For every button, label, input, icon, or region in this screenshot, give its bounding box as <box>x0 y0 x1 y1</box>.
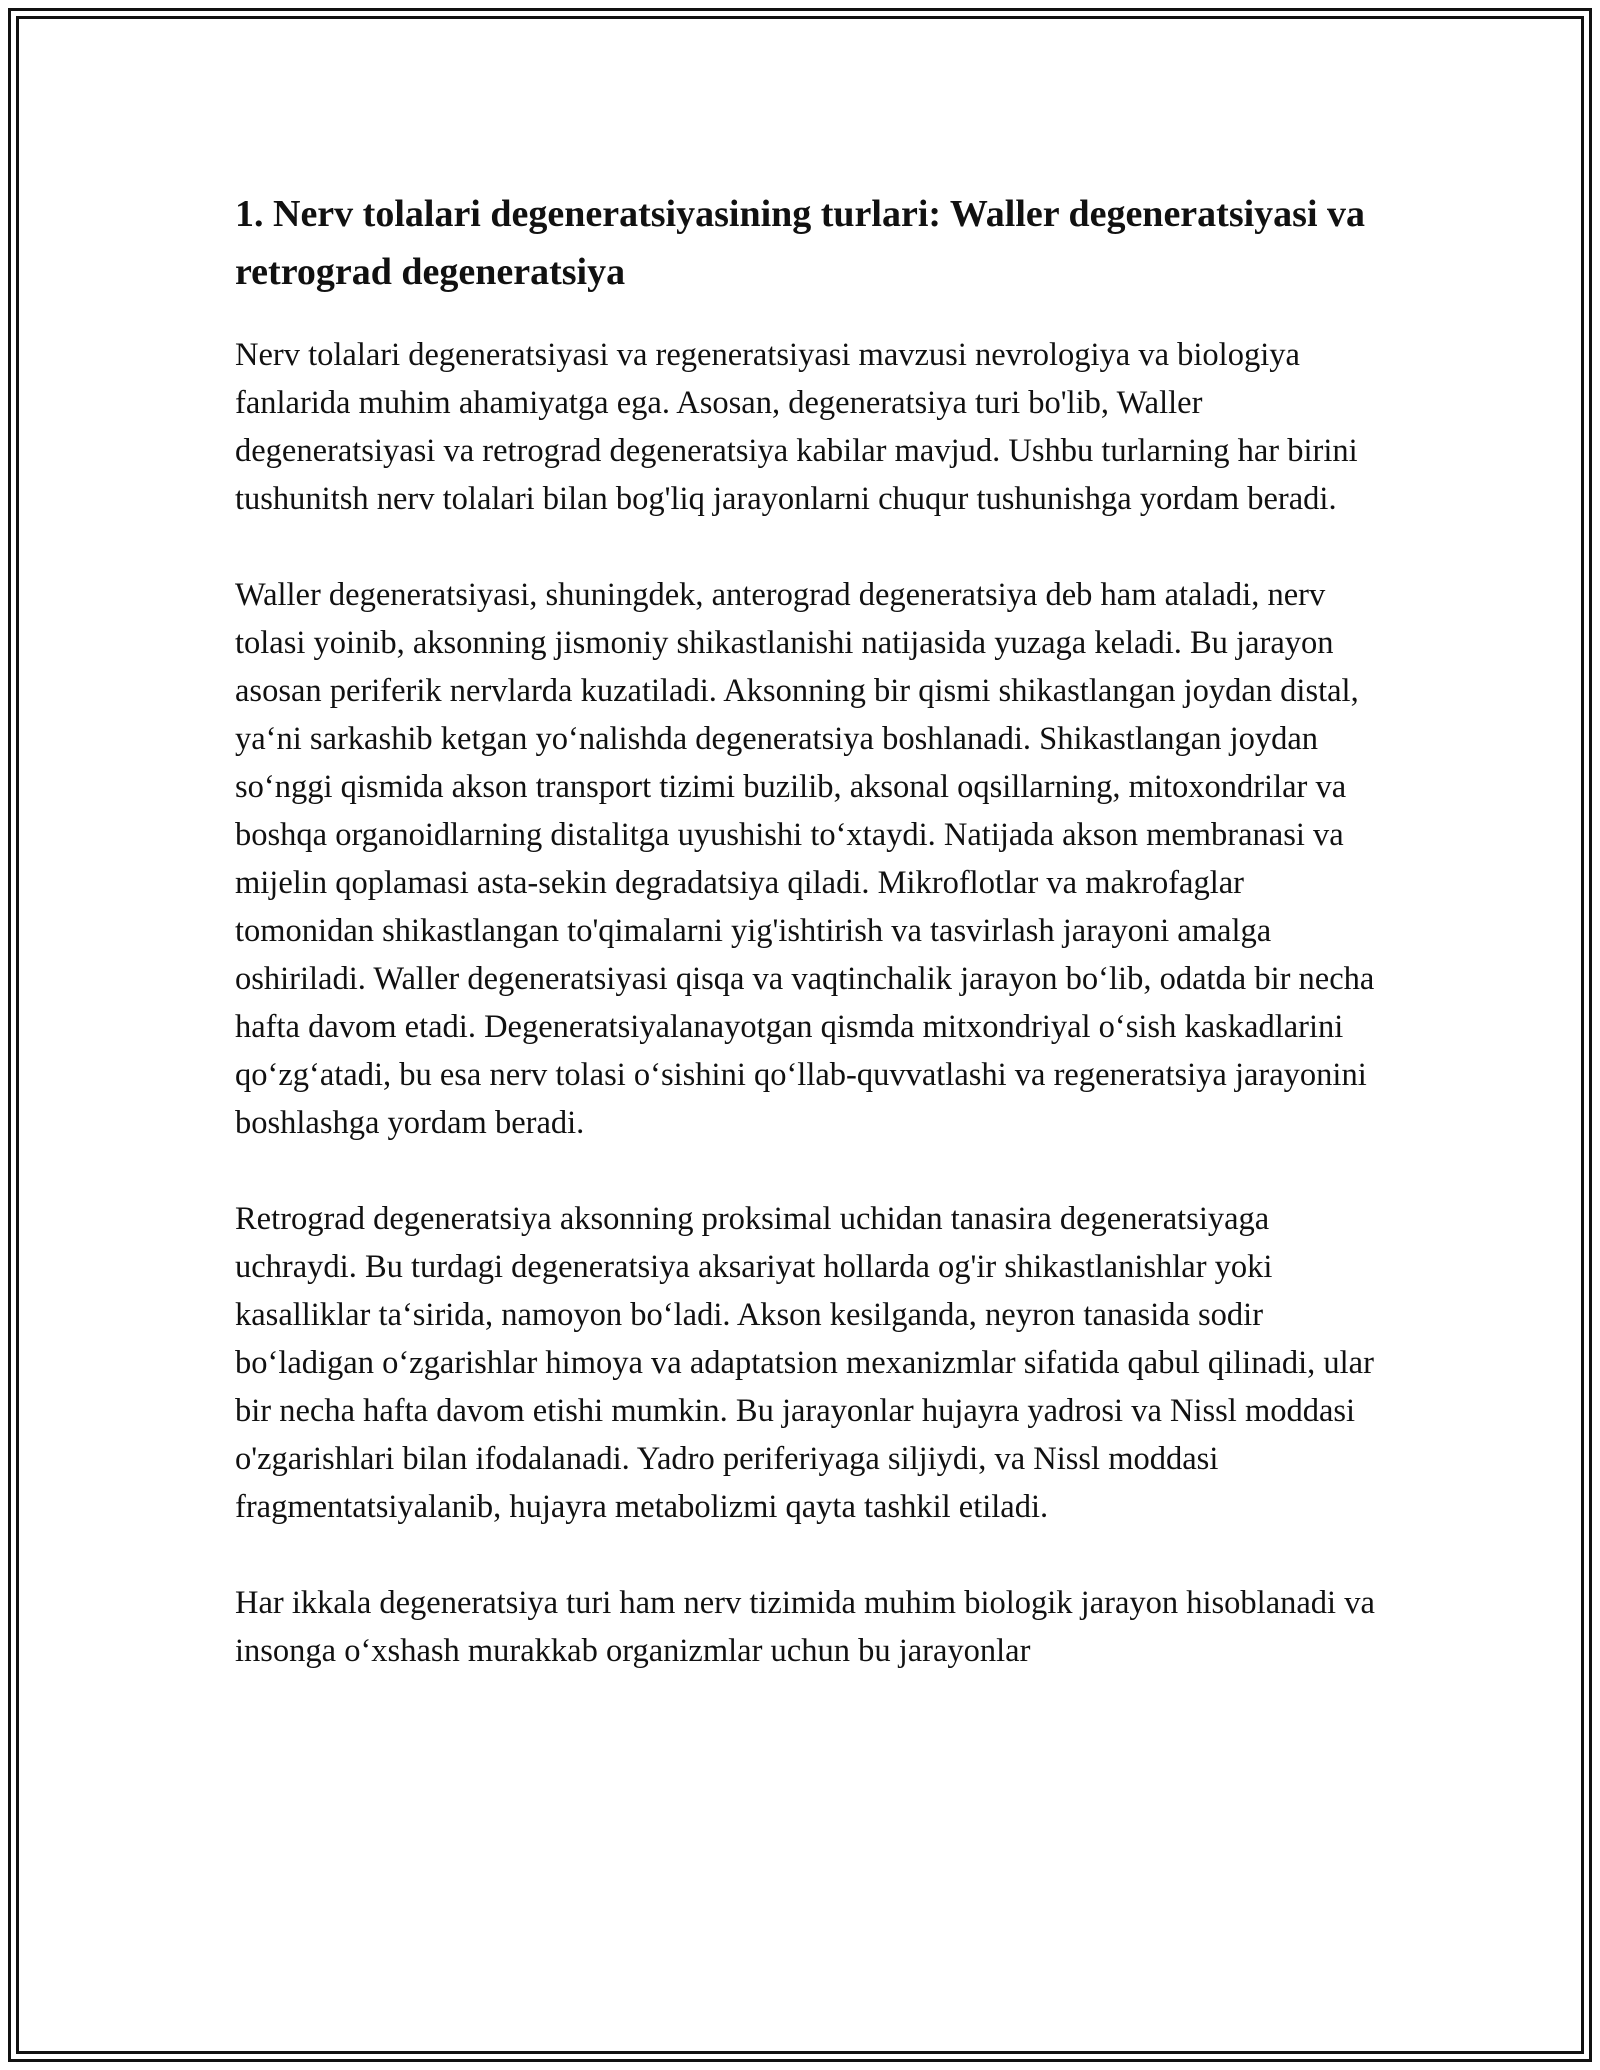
paragraph-retrograd: Retrograd degeneratsiya aksonning proksimal uchidan tanasira degeneratsiyaga uchraydi. Bu turdagi degeneratsiya aksariyat hollarda og'ir shikastlanishlar yoki kasalliklar ta‘sirida, namoyon bo‘ladi. Akson kesilganda, neyron tanasida sodir bo‘ladigan o‘zgarishlar himoya va adaptatsion mexanizmlar sifatida qabul qilinadi, ular bir necha hafta davom etishi mumkin. Bu jarayonlar hujayra yadrosi va Nissl moddasi o'zgarishlari bilan ifodalanadi. Yadro periferiyaga siljiydi, va Nissl moddasi fragmentatsiyalanib, hujayra metabolizmi qayta tashkil etiladi. <box>235 1201 1374 1525</box>
document-body <box>235 185 1375 1723</box>
paragraph-intro: Nerv tolalari degeneratsiyasi va regeneratsiyasi mavzusi nevrologiya va biologiya fanlarida muhim ahamiyatga ega. Asosan, degeneratsiya turi bo'lib, Waller degeneratsiyasi va retrograd degeneratsiya kabilar mavjud. Ushbu turlarning har birini tushunitsh nerv tolalari bilan bog'liq jarayonlarni chuqur tushunishga yordam beradi. <box>235 337 1358 517</box>
section-heading: 1. Nerv tolalari degeneratsiyasining turlari: Waller degeneratsiyasi va retrograd degeneratsiya <box>235 193 1366 293</box>
paragraph-conclusion: Har ikkala degeneratsiya turi ham nerv tizimida muhim biologik jarayon hisoblanadi va insonga o‘xshash murakkab organizmlar uchun bu jarayonlar <box>235 1585 1375 1669</box>
paragraph-waller: Waller degeneratsiyasi, shuningdek, anterograd degeneratsiya deb ham ataladi, nerv tolasi yoinib, aksonning jismoniy shikastlanishi natijasida yuzaga keladi. Bu jarayon asosan periferik nervlarda kuzatiladi. Aksonning bir qismi shikastlangan joydan distal, ya‘ni sarkashib ketgan yo‘nalishda degeneratsiya boshlanadi. Shikastlangan joydan so‘nggi qismida akson transport tizimi buzilib, aksonal oqsillarning, mitoxondrilar va boshqa organoidlarning distalitga uyushishi to‘xtaydi. Natijada akson membranasi va mijelin qoplamasi asta-sekin degradatsiya qiladi. Mikroflotlar va makrofaglar tomonidan shikastlangan to'qimalarni yig'ishtirish va tasvirlash jarayoni amalga oshiriladi. Waller degeneratsiyasi qisqa va vaqtinchalik jarayon bo‘lib, odatda bir necha hafta davom etadi. Degeneratsiyalanayotgan qismda mitxondriyal o‘sish kaskadlarini qo‘zg‘atadi, bu esa nerv tolasi o‘sishini qo‘llab-quvvatlashi va regeneratsiya jarayonini boshlashga yordam beradi. <box>235 577 1375 1141</box>
